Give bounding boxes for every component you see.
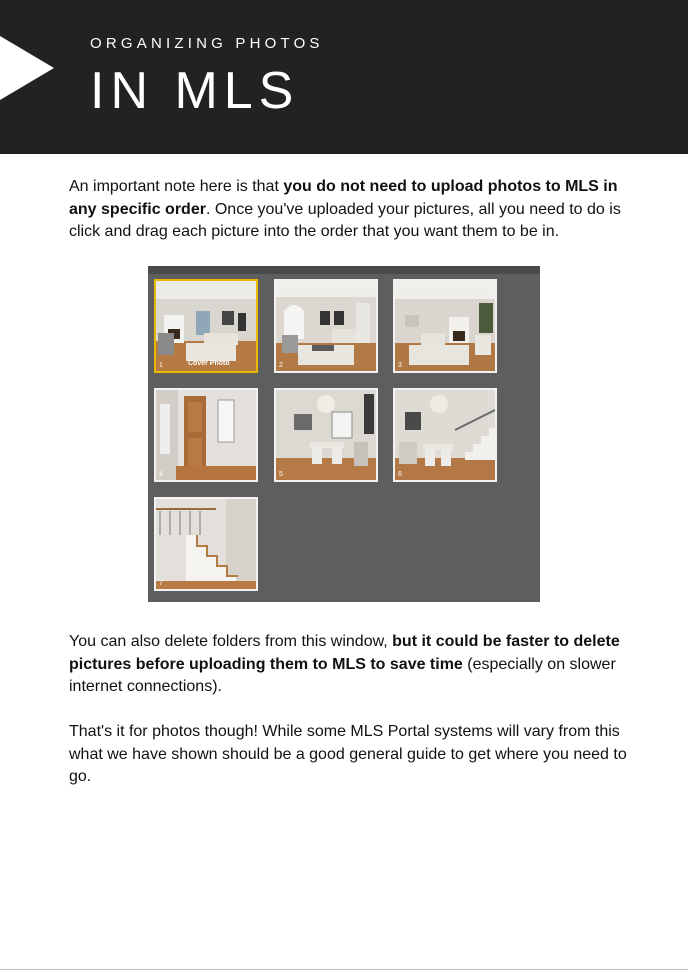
- photo-gallery: [148, 266, 540, 602]
- photo-number: 4: [159, 471, 163, 478]
- delete-paragraph: [69, 631, 629, 699]
- header-title: IN MLS: [90, 62, 300, 120]
- photo-number: 3: [398, 362, 402, 369]
- gallery-toolbar: [148, 266, 540, 274]
- photo-thumbnail[interactable]: [154, 497, 258, 591]
- page-divider: [0, 969, 688, 970]
- photo-number: 7: [159, 580, 163, 587]
- photo-number: 2: [279, 362, 283, 369]
- photo-thumbnail[interactable]: [393, 388, 497, 482]
- cover-photo-label: Cover Photo: [188, 360, 230, 367]
- intro-text-1: An important note here is that: [69, 178, 284, 195]
- intro-bold-text: you do not need to upload photos to MLS in any specific order: [69, 178, 618, 218]
- photo-number: 6: [398, 471, 402, 478]
- photo-thumbnail[interactable]: [154, 388, 258, 482]
- arrow-icon: [0, 36, 54, 100]
- photo-number: 1: [159, 362, 163, 369]
- intro-paragraph: [69, 176, 629, 244]
- delete-bold-text: but it could be faster to delete pictures before uploading them to MLS to save time: [69, 633, 620, 673]
- delete-text-2: (especially on slower internet connections).: [69, 655, 616, 695]
- photo-thumbnail[interactable]: [274, 279, 378, 373]
- header-subtitle: ORGANIZING PHOTOS: [90, 35, 324, 52]
- photo-number: 5: [279, 471, 283, 478]
- intro-text-2: . Once you've uploaded your pictures, all you need to do is click and drag each picture into the order that you want them to be in.: [69, 200, 621, 240]
- photo-thumbnail[interactable]: [393, 279, 497, 373]
- delete-text-1: You can also delete folders from this window,: [69, 633, 393, 650]
- photo-thumbnail[interactable]: [274, 388, 378, 482]
- page-header: [0, 0, 688, 154]
- closing-paragraph: That's it for photos though! While some MLS Portal systems will vary from this what we have shown should be a good general guide to get where you need to go.: [69, 723, 627, 785]
- photo-thumbnail-cover[interactable]: [154, 279, 258, 373]
